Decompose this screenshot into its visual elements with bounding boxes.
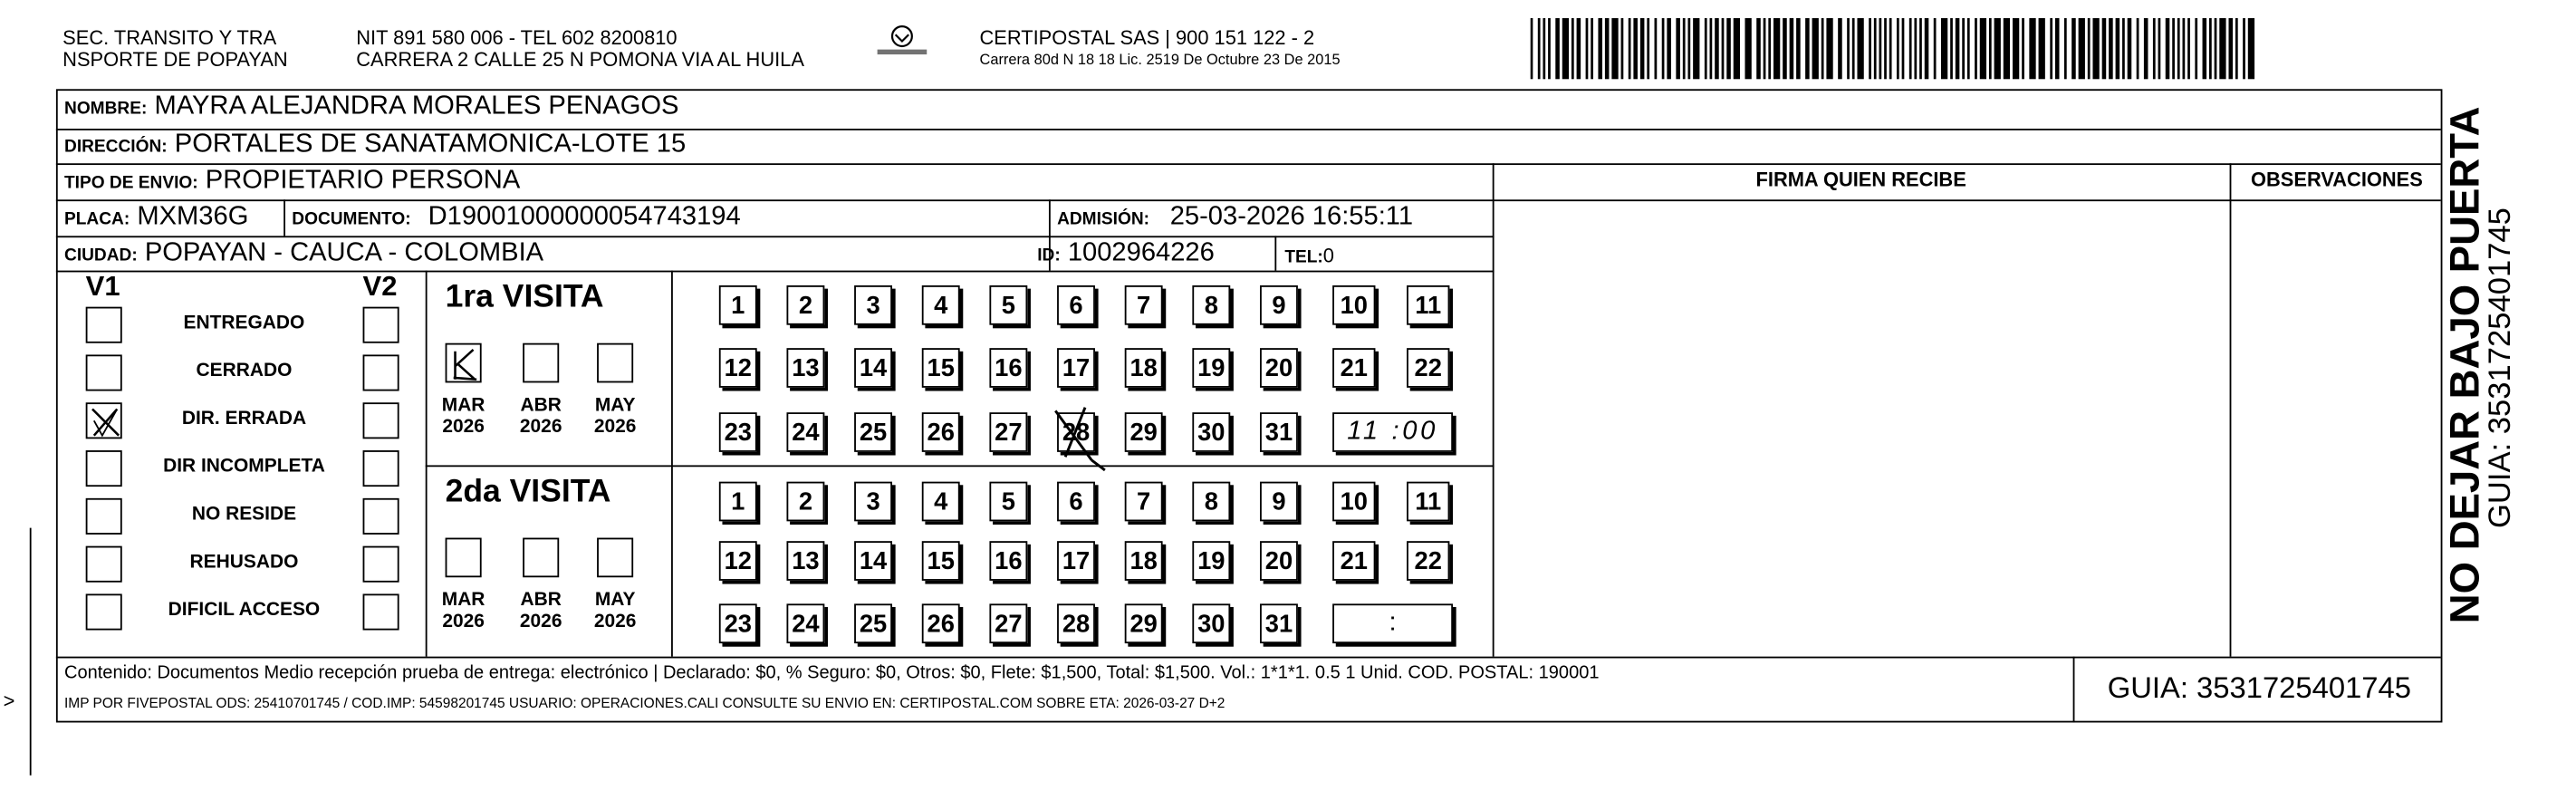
day-number: 29 (1129, 609, 1158, 638)
margin-line (30, 528, 32, 776)
visit1-day-box[interactable] (1332, 348, 1375, 388)
day-number: 18 (1129, 353, 1158, 382)
day-number: 17 (1062, 353, 1091, 382)
id-field (1037, 239, 1215, 269)
visit2-month-checkbox[interactable] (597, 538, 633, 578)
visit1-month-label (582, 396, 649, 439)
day-number: 28 (1062, 418, 1091, 447)
visit1-month-label (430, 396, 496, 439)
reason-label: REHUSADO (189, 552, 299, 573)
visit2-month-checkbox[interactable] (446, 538, 482, 578)
visit1-day-box[interactable] (854, 412, 892, 452)
day-number: 17 (1062, 546, 1091, 575)
row-divider (56, 271, 1495, 273)
visit1-day-box[interactable] (786, 412, 824, 452)
month-name: MAY (594, 395, 636, 416)
day-number: 19 (1197, 353, 1226, 382)
reason-label: DIFICIL ACCESO (168, 600, 321, 621)
col-divider (426, 271, 428, 657)
margin-mark: > (3, 689, 15, 713)
visit1-day-box[interactable] (1125, 412, 1163, 452)
check-mark-icon (447, 345, 483, 385)
day-number: 21 (1340, 353, 1368, 382)
visit1-day-box[interactable] (1192, 285, 1230, 325)
visit2-day-box[interactable] (1260, 541, 1298, 581)
visit-divider (426, 465, 1495, 467)
day-number: 25 (859, 609, 888, 638)
day-number: 11 (1415, 487, 1442, 516)
day-number: 4 (934, 291, 948, 320)
month-name: ABR (520, 395, 562, 416)
visit2-day-box[interactable] (1260, 603, 1298, 643)
tipo-envio-label: TIPO DE ENVIO: (64, 173, 198, 194)
day-number: 20 (1264, 546, 1293, 575)
sender-line-1: SEC. TRANSITO Y TRA (62, 26, 277, 50)
visit1-day-box[interactable] (1057, 348, 1095, 388)
day-number: 13 (792, 353, 820, 382)
nombre-field (64, 92, 678, 122)
day-number: 16 (995, 353, 1023, 382)
day-number: 9 (1272, 291, 1286, 320)
day-number: 31 (1264, 609, 1293, 638)
day-number: 7 (1137, 291, 1151, 320)
day-number: 24 (792, 418, 820, 447)
month-year: 2026 (593, 612, 637, 632)
visit2-day-box[interactable] (854, 603, 892, 643)
day-number: 6 (1069, 487, 1083, 516)
day-number: 28 (1062, 609, 1091, 638)
visit2-day-box[interactable] (1125, 541, 1163, 581)
visit1-day-box[interactable] (989, 285, 1027, 325)
row-divider (56, 163, 2441, 165)
day-number: 14 (859, 546, 888, 575)
day-number: 26 (927, 418, 955, 447)
documento-value: D19001000000054743194 (428, 202, 741, 231)
v1-checkbox[interactable] (86, 402, 122, 439)
documento-label: DOCUMENTO: (292, 209, 411, 230)
courier-line-2: Carrera 80d N 18 18 Lic. 2519 De Octubre 23 De 2015 (979, 51, 1341, 68)
day-number: 29 (1129, 418, 1158, 447)
day-number: 22 (1414, 546, 1442, 575)
visit2-month-label (508, 591, 574, 633)
month-year: 2026 (442, 417, 485, 438)
month-year: 2026 (519, 612, 562, 632)
v1-label: V1 (85, 270, 120, 303)
day-number: 8 (1204, 487, 1218, 516)
visit2-month-label (430, 591, 496, 633)
visit2-hour-box[interactable] (1332, 603, 1453, 643)
day-number: 4 (934, 487, 948, 516)
visit2-day-box[interactable] (922, 541, 960, 581)
month-year: 2026 (593, 417, 637, 438)
day-number: 12 (724, 353, 752, 382)
guia-box: GUIA: 3531725401745 (2107, 671, 2412, 705)
visit2-day-box[interactable] (854, 482, 892, 522)
day-number: 3 (866, 487, 880, 516)
visit1-day-box[interactable] (989, 412, 1027, 452)
visit2-day-box[interactable] (1057, 603, 1095, 643)
documento-field (292, 203, 740, 233)
day-number: 1 (731, 487, 745, 516)
day-number: 27 (995, 418, 1023, 447)
v1-checkbox[interactable] (86, 546, 122, 583)
col-divider (2230, 163, 2232, 656)
visit2-day-box[interactable] (922, 603, 960, 643)
visit2-title: 2da VISITA (445, 473, 611, 510)
tel-label: TEL: (1284, 247, 1323, 267)
visit1-day-box[interactable] (719, 285, 757, 325)
visit1-day-box[interactable] (1057, 285, 1095, 325)
side-text (2442, 106, 2519, 624)
visit1-month-checkbox[interactable] (446, 343, 482, 383)
visit1-month-checkbox[interactable] (523, 343, 559, 383)
visit1-day-box[interactable] (1260, 412, 1298, 452)
day-number: 22 (1414, 353, 1442, 382)
visit2-day-box[interactable] (719, 541, 757, 581)
direccion-label: DIRECCIÓN: (64, 137, 168, 157)
day-number: 19 (1197, 546, 1226, 575)
footer-contenido: Contenido: Documentos Medio recepción prueba de entrega: electrónico | Declarado: $0, % Seguro: $0, Otros: $0, Flete: $1,500, Total: $1,500. Vol.: 1*1*1. 0.5 1 Unid. COD. POSTAL: 190001 (64, 662, 1600, 683)
day-number: 10 (1340, 291, 1368, 320)
day-number: 24 (792, 609, 820, 638)
v2-checkbox[interactable] (363, 546, 399, 583)
visit1-day-box[interactable] (922, 412, 960, 452)
visit2-day-box[interactable] (719, 603, 757, 643)
day-number: 31 (1264, 418, 1293, 447)
reason-label: CERRADO (196, 361, 293, 381)
day-number: 1 (731, 291, 745, 320)
v2-checkbox[interactable] (363, 498, 399, 535)
visit1-day-box[interactable] (786, 285, 824, 325)
day-number: 9 (1272, 487, 1286, 516)
day-number: 20 (1264, 353, 1293, 382)
visit2-day-box[interactable] (989, 541, 1027, 581)
sender-contact-block (356, 28, 804, 71)
visit1-day-box[interactable] (719, 412, 757, 452)
v1-checkbox[interactable] (86, 307, 122, 343)
visit2-day-box[interactable] (989, 603, 1027, 643)
nombre-value: MAYRA ALEJANDRA MORALES PENAGOS (154, 92, 679, 121)
observaciones-header: OBSERVACIONES (2251, 168, 2423, 192)
tel-value: 0 (1322, 244, 1334, 267)
visit2-day-box[interactable] (1332, 482, 1375, 522)
day-number: 30 (1197, 418, 1226, 447)
placa-label: PLACA: (64, 209, 130, 230)
visit1-day-box[interactable] (719, 348, 757, 388)
courier-logo-icon (874, 23, 930, 67)
row-divider (56, 199, 2441, 201)
visit1-day-box[interactable] (1125, 285, 1163, 325)
month-name: MAR (441, 395, 485, 416)
visit1-day-box[interactable] (1332, 285, 1375, 325)
col-divider (2073, 657, 2075, 723)
day-number: 7 (1137, 487, 1151, 516)
month-year: 2026 (519, 417, 562, 438)
v1-checkbox[interactable] (86, 450, 122, 487)
visit2-day-box[interactable] (786, 603, 824, 643)
direccion-value: PORTALES DE SANATAMONICA-LOTE 15 (174, 130, 687, 159)
sender-block (62, 28, 287, 71)
visit1-day-box[interactable] (1192, 412, 1230, 452)
reason-label: ENTREGADO (183, 313, 305, 333)
footer-divider (56, 657, 2441, 659)
check-mark-icon (87, 404, 123, 440)
visit2-day-box[interactable] (1192, 482, 1230, 522)
tel-field (1284, 241, 1334, 271)
visit1-day-box[interactable] (854, 348, 892, 388)
reason-label: DIR. ERRADA (181, 409, 307, 429)
visit2-day-box[interactable] (786, 482, 824, 522)
visit2-day-box[interactable] (1192, 603, 1230, 643)
month-year: 2026 (442, 612, 485, 632)
reason-label: NO RESIDE (191, 505, 297, 525)
visit2-day-box[interactable] (1125, 603, 1163, 643)
visit2-day-box[interactable] (922, 482, 960, 522)
day-number: 30 (1197, 609, 1226, 638)
v2-checkbox[interactable] (363, 593, 399, 630)
day-number: 14 (859, 353, 888, 382)
day-number: 10 (1340, 487, 1368, 516)
day-number: 23 (724, 418, 752, 447)
hour-value: 11 :00 (1347, 417, 1438, 446)
hour-value: : (1389, 608, 1397, 637)
visit2-day-box[interactable] (989, 482, 1027, 522)
admision-label: ADMISIÓN: (1057, 209, 1150, 230)
col-divider (284, 199, 285, 236)
v2-checkbox[interactable] (363, 307, 399, 343)
visit1-day-box[interactable] (989, 348, 1027, 388)
visit2-day-box[interactable] (719, 482, 757, 522)
visit2-day-box[interactable] (1057, 482, 1095, 522)
row-divider (56, 236, 1495, 237)
col-divider (671, 271, 673, 657)
day-number: 2 (798, 291, 813, 320)
day-number: 18 (1129, 546, 1158, 575)
visit2-day-box[interactable] (1407, 541, 1449, 581)
visit1-day-box[interactable] (1407, 285, 1449, 325)
visit1-day-box[interactable] (1192, 348, 1230, 388)
courier-block (979, 28, 1340, 71)
month-name: ABR (520, 590, 562, 611)
visit2-day-box[interactable] (1332, 541, 1375, 581)
visit1-day-box[interactable] (1407, 348, 1449, 388)
ciudad-label: CIUDAD: (64, 246, 138, 266)
side-title: NO DEJAR BAJO PUERTA (2442, 106, 2489, 624)
handwritten-mark-icon (1049, 400, 1115, 473)
courier-line-1: CERTIPOSTAL SAS | 900 151 122 - 2 (979, 26, 1315, 50)
footer-imp: IMP POR FIVEPOSTAL ODS: 25410701745 / COD.IMP: 54598201745 USUARIO: OPERACIONES.CALI CONSULTE SU ENVIO EN: CERTIPOSTAL.COM SOBRE ETA: 2026-03-27 D+2 (64, 694, 1226, 711)
firma-header: FIRMA QUIEN RECIBE (1755, 168, 1966, 192)
day-number: 6 (1069, 291, 1083, 320)
col-divider (1493, 163, 1495, 656)
visit2-day-box[interactable] (854, 541, 892, 581)
visit1-hour-box[interactable] (1332, 412, 1453, 452)
admision-value: 25-03-2026 16:55:11 (1169, 202, 1414, 231)
visit1-day-box[interactable] (922, 285, 960, 325)
month-name: MAR (441, 590, 485, 611)
tipo-envio-field (64, 167, 520, 197)
visit1-day-box[interactable] (1260, 285, 1298, 325)
day-number: 23 (724, 609, 752, 638)
visit2-month-label (582, 591, 649, 633)
placa-value: MXM36G (137, 202, 249, 231)
day-number: 13 (792, 546, 820, 575)
visit2-day-box[interactable] (1260, 482, 1298, 522)
month-name: MAY (594, 590, 636, 611)
visit1-day-box[interactable] (786, 348, 824, 388)
id-value: 1002964226 (1067, 239, 1215, 267)
day-number: 12 (724, 546, 752, 575)
address-line: CARRERA 2 CALLE 25 N POMONA VIA AL HUILA (356, 47, 804, 72)
id-label: ID: (1037, 246, 1061, 266)
v2-checkbox[interactable] (363, 354, 399, 391)
visit1-title: 1ra VISITA (445, 278, 604, 315)
visit1-month-label (508, 396, 574, 439)
v2-checkbox[interactable] (363, 402, 399, 439)
nombre-label: NOMBRE: (64, 99, 148, 120)
v2-checkbox[interactable] (363, 450, 399, 487)
v1-checkbox[interactable] (86, 498, 122, 535)
visit1-day-box[interactable] (854, 285, 892, 325)
barcode-icon (1531, 18, 2260, 79)
day-number: 15 (927, 353, 955, 382)
v1-checkbox[interactable] (86, 593, 122, 630)
visit1-day-box[interactable] (922, 348, 960, 388)
day-number: 25 (859, 418, 888, 447)
visit2-day-box[interactable] (786, 541, 824, 581)
tipo-envio-value: PROPIETARIO PERSONA (205, 166, 521, 195)
visit1-day-box[interactable] (1260, 348, 1298, 388)
day-number: 11 (1415, 291, 1442, 320)
day-number: 5 (1001, 291, 1015, 320)
visit2-day-box[interactable] (1407, 482, 1449, 522)
day-number: 16 (995, 546, 1023, 575)
day-number: 3 (866, 291, 880, 320)
visit2-month-checkbox[interactable] (523, 538, 559, 578)
day-number: 27 (995, 609, 1023, 638)
col-divider (1274, 236, 1276, 270)
reason-label: DIR INCOMPLETA (163, 457, 325, 477)
day-number: 21 (1340, 546, 1368, 575)
day-number: 8 (1204, 291, 1218, 320)
v1-checkbox[interactable] (86, 354, 122, 391)
admision-field (1057, 203, 1413, 233)
v2-label: V2 (362, 270, 398, 303)
visit1-day-box[interactable] (1057, 412, 1095, 452)
ciudad-field (64, 239, 543, 269)
day-number: 26 (927, 609, 955, 638)
visit1-day-box[interactable] (1125, 348, 1163, 388)
visit2-day-box[interactable] (1192, 541, 1230, 581)
ciudad-value: POPAYAN - CAUCA - COLOMBIA (144, 239, 544, 267)
side-guia: GUIA: 3531725401745 (2483, 207, 2519, 528)
visit1-month-checkbox[interactable] (597, 343, 633, 383)
placa-field (64, 203, 248, 233)
day-number: 2 (798, 487, 813, 516)
nit-line: NIT 891 580 006 - TEL 602 8200810 (356, 26, 678, 50)
day-number: 5 (1001, 487, 1015, 516)
sender-line-2: NSPORTE DE POPAYAN (62, 47, 288, 72)
direccion-field (64, 130, 686, 160)
visit2-day-box[interactable] (1125, 482, 1163, 522)
day-number: 15 (927, 546, 955, 575)
visit2-day-box[interactable] (1057, 541, 1095, 581)
